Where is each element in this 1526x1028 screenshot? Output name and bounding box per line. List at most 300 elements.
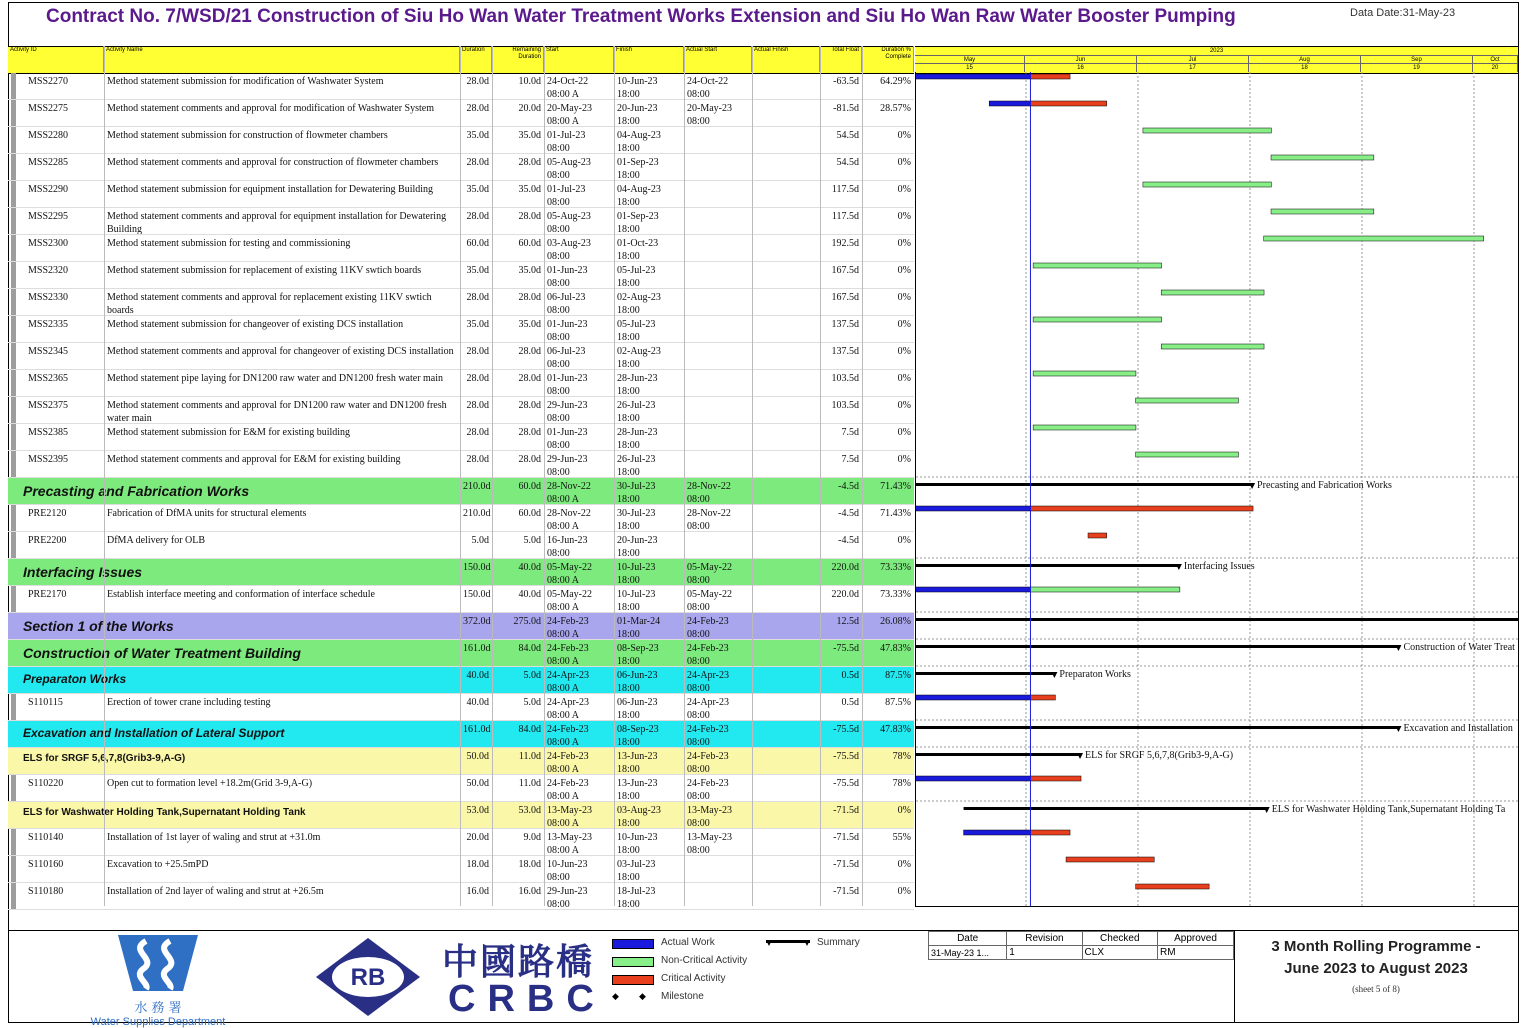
- timescale-week: 17: [1137, 64, 1249, 72]
- crbc-diamond-icon: [314, 936, 422, 1018]
- activity-row[interactable]: [8, 73, 914, 100]
- cell-float: 117.5d: [831, 184, 859, 195]
- row-outline-stripe: [11, 748, 16, 775]
- cell-float: 137.5d: [831, 319, 859, 330]
- cell-finish-date: 10-Jun-23: [617, 76, 658, 87]
- cell-start-time: 08:00 A: [547, 575, 579, 586]
- cell-start-date: 13-May-23: [547, 805, 592, 816]
- cell-actual-finish: [752, 154, 820, 181]
- cell-start: [544, 262, 614, 289]
- cell-finish: [614, 73, 684, 100]
- cell-name: Method statement comments and approval for DN1200 raw water and DN1200 fresh water main: [107, 400, 447, 424]
- cell-finish: [614, 208, 684, 235]
- group-name: Section 1 of the Works: [23, 618, 174, 634]
- cell-start-time: 08:00 A: [547, 737, 579, 748]
- cell-float: 192.5d: [831, 238, 859, 249]
- summary-bar: [916, 483, 1253, 486]
- cell-finish-time: 18:00: [617, 440, 640, 451]
- cell-dur: 50.0d: [466, 751, 489, 762]
- crbc-badge-text: RB: [350, 964, 386, 991]
- cell-float: -4.5d: [838, 535, 859, 546]
- cell-start-time: 08:00: [547, 332, 570, 343]
- group-row[interactable]: [8, 721, 914, 748]
- cell-actual-finish: [752, 343, 820, 370]
- cell-float: 220.0d: [831, 589, 859, 600]
- summary-bar-label: Construction of Water Treat: [1403, 642, 1515, 653]
- cell-id: MSS2290: [28, 184, 69, 195]
- cell-finish: [614, 694, 684, 721]
- cell-pct: 0%: [897, 292, 911, 303]
- cell-astart-time: 08:00: [687, 818, 710, 829]
- group-row[interactable]: [8, 640, 914, 667]
- activity-row[interactable]: [8, 586, 914, 613]
- col-activity-name[interactable]: Activity Name: [104, 46, 460, 72]
- activity-row[interactable]: [8, 370, 914, 397]
- row-outline-stripe: [11, 478, 16, 505]
- col-total-float[interactable]: Total Float: [820, 46, 862, 72]
- col-activity-id[interactable]: Activity ID: [8, 46, 104, 72]
- cell-astart: [684, 694, 752, 721]
- cell-start-date: 28-Nov-22: [547, 508, 591, 519]
- actual-work-bar: [964, 830, 1031, 835]
- cell-finish-date: 28-Jun-23: [617, 427, 658, 438]
- cell-pct: 0%: [897, 130, 911, 141]
- cell-finish-date: 01-Mar-24: [617, 616, 661, 627]
- activity-row[interactable]: [8, 451, 914, 478]
- cell-finish-date: 03-Jul-23: [617, 859, 656, 870]
- cell-astart-date: 13-May-23: [687, 805, 732, 816]
- cell-astart-time: 08:00: [687, 710, 710, 721]
- activity-row[interactable]: [8, 100, 914, 127]
- cell-rem: 35.0d: [518, 319, 541, 330]
- cell-rem: 40.0d: [518, 562, 541, 573]
- cell-start-time: 08:00: [547, 251, 570, 262]
- cell-start: [544, 289, 614, 316]
- cell-finish-date: 02-Aug-23: [617, 346, 661, 357]
- activity-row[interactable]: [8, 775, 914, 802]
- cell-finish: [614, 100, 684, 127]
- critical-bar: [1136, 884, 1210, 889]
- cell-actual-finish: [752, 73, 820, 100]
- cell-rem: 28.0d: [518, 454, 541, 465]
- signoff-checked: CLX: [1082, 946, 1157, 960]
- cell-finish-time: 18:00: [617, 872, 640, 883]
- activity-row[interactable]: [8, 829, 914, 856]
- cell-rem: 5.0d: [523, 697, 541, 708]
- col-start[interactable]: Start: [544, 46, 614, 72]
- cell-astart: [684, 721, 752, 748]
- cell-id: S110180: [28, 886, 64, 897]
- cell-start-time: 08:00: [547, 467, 570, 478]
- cell-start-date: 24-Feb-23: [547, 643, 589, 654]
- actual-work-bar: [916, 776, 1030, 781]
- cell-name: Method statement comments and approval for changeover of existing DCS installation: [107, 346, 454, 357]
- cell-name: Method statement comments and approval for construction of flowmeter chambers: [107, 157, 439, 168]
- cell-finish-date: 06-Jun-23: [617, 670, 658, 681]
- activity-row[interactable]: [8, 154, 914, 181]
- cell-actual-finish: [752, 397, 820, 424]
- data-date: Data Date:31-May-23: [1350, 7, 1456, 19]
- cell-finish-time: 18:00: [617, 791, 640, 802]
- cell-start-time: 08:00 A: [547, 602, 579, 613]
- cell-rem: 20.0d: [518, 103, 541, 114]
- cell-float: 220.0d: [831, 562, 859, 573]
- group-row[interactable]: [8, 613, 914, 640]
- cell-id: S110220: [28, 778, 64, 789]
- group-name: Excavation and Installation of Lateral Support: [23, 726, 285, 740]
- activity-row[interactable]: [8, 289, 914, 316]
- cell-astart: [684, 316, 752, 343]
- non-critical-bar: [1033, 317, 1161, 322]
- cell-rem: 28.0d: [518, 427, 541, 438]
- activity-row[interactable]: [8, 397, 914, 424]
- cell-dur: 28.0d: [466, 76, 489, 87]
- cell-rem: 28.0d: [518, 346, 541, 357]
- cell-finish-time: 18:00: [617, 575, 640, 586]
- group-row[interactable]: [8, 667, 914, 694]
- non-critical-bar: [1143, 182, 1271, 187]
- col-remaining-duration[interactable]: Remaining Duration: [492, 46, 544, 72]
- activity-row[interactable]: [8, 505, 914, 532]
- cell-finish-time: 18:00: [617, 170, 640, 181]
- cell-pct: 78%: [892, 751, 911, 762]
- non-critical-bar: [1161, 344, 1264, 349]
- legend-noncritical-label: Non-Critical Activity: [661, 955, 748, 966]
- cell-actual-finish: [752, 208, 820, 235]
- cell-rem: 28.0d: [518, 292, 541, 303]
- group-row[interactable]: [8, 478, 914, 505]
- group-row[interactable]: [8, 748, 914, 775]
- cell-pct: 28.57%: [880, 103, 911, 114]
- cell-name: Installation of 2nd layer of waling and strut at +26.5m: [107, 886, 324, 897]
- actual-work-bar: [916, 695, 1030, 700]
- cell-pct: 64.29%: [880, 76, 911, 87]
- cell-start-time: 08:00: [547, 143, 570, 154]
- activity-row[interactable]: [8, 127, 914, 154]
- cell-start: [544, 316, 614, 343]
- cell-start-date: 16-Jun-23: [547, 535, 588, 546]
- cell-dur: 28.0d: [466, 103, 489, 114]
- activity-row[interactable]: [8, 208, 914, 235]
- footer-divider: [8, 930, 1519, 931]
- cell-finish-time: 18:00: [617, 467, 640, 478]
- cell-dur: 35.0d: [466, 184, 489, 195]
- cell-float: 12.5d: [836, 616, 859, 627]
- cell-actual-finish: [752, 856, 820, 883]
- cell-astart: [684, 343, 752, 370]
- crbc-latin: CRBC: [448, 978, 606, 1020]
- cell-id: MSS2320: [28, 265, 69, 276]
- cell-pct: 0%: [897, 346, 911, 357]
- cell-float: -71.5d: [833, 832, 859, 843]
- activity-row[interactable]: [8, 694, 914, 721]
- cell-astart-date: 28-Nov-22: [687, 481, 731, 492]
- cell-start-time: 08:00 A: [547, 89, 579, 100]
- row-outline-stripe: [11, 559, 16, 586]
- cell-start: [544, 775, 614, 802]
- cell-actual-finish: [752, 640, 820, 667]
- cell-float: -71.5d: [833, 805, 859, 816]
- cell-name: Method statement submission for replacement of existing 11KV swtich boards: [107, 265, 422, 276]
- cell-finish: [614, 748, 684, 775]
- cell-dur: 210.0d: [463, 481, 491, 492]
- cell-astart: [684, 829, 752, 856]
- cell-name: Excavation to +25.5mPD: [107, 859, 209, 870]
- cell-astart: [684, 667, 752, 694]
- cell-astart: [684, 73, 752, 100]
- cell-astart-time: 08:00: [687, 521, 710, 532]
- cell-dur: 372.0d: [463, 616, 491, 627]
- cell-pct: 0%: [897, 157, 911, 168]
- cell-actual-finish: [752, 532, 820, 559]
- cell-astart-time: 08:00: [687, 656, 710, 667]
- cell-float: -75.5d: [833, 751, 859, 762]
- timescale-month: Jul: [1137, 56, 1249, 64]
- activity-row[interactable]: [8, 856, 914, 883]
- cell-astart: [684, 127, 752, 154]
- critical-bar: [1066, 857, 1154, 862]
- row-outline-stripe: [11, 640, 16, 667]
- cell-name: Method statement comments and approval for modification of Washwater System: [107, 103, 434, 114]
- cell-start-date: 05-Aug-23: [547, 211, 591, 222]
- activity-row[interactable]: [8, 262, 914, 289]
- cell-name: Method statement comments and approval for equipment installation for Dewatering Building: [107, 211, 447, 235]
- activity-row[interactable]: [8, 181, 914, 208]
- cell-astart-date: 28-Nov-22: [687, 508, 731, 519]
- cell-start: [544, 397, 614, 424]
- summary-bar-label: Precasting and Fabrication Works: [1257, 480, 1392, 491]
- cell-dur: 28.0d: [466, 211, 489, 222]
- timescale-month: May: [915, 56, 1025, 64]
- cell-astart: [684, 640, 752, 667]
- cell-finish-date: 13-Jun-23: [617, 778, 658, 789]
- cell-finish-date: 20-Jun-23: [617, 535, 658, 546]
- cell-dur: 35.0d: [466, 265, 489, 276]
- summary-bar-label: ELS for SRGF 5,6,7,8(Grib3-9,A-G): [1085, 750, 1234, 761]
- cell-pct: 0%: [897, 400, 911, 411]
- cell-dur: 28.0d: [466, 400, 489, 411]
- col-duration[interactable]: Duration: [460, 46, 492, 72]
- cell-rem: 11.0d: [518, 751, 541, 762]
- cell-start: [544, 694, 614, 721]
- cell-actual-finish: [752, 559, 820, 586]
- cell-dur: 28.0d: [466, 373, 489, 384]
- cell-actual-finish: [752, 370, 820, 397]
- cell-float: 54.5d: [836, 157, 859, 168]
- critical-bar: [1030, 74, 1070, 79]
- timescale-header: [915, 46, 1518, 74]
- summary-bar: [916, 618, 1519, 621]
- cell-finish-date: 10-Jun-23: [617, 832, 658, 843]
- cell-dur: 53.0d: [466, 805, 489, 816]
- cell-id: MSS2280: [28, 130, 69, 141]
- cell-astart: [684, 424, 752, 451]
- cell-finish: [614, 478, 684, 505]
- cell-finish: [614, 613, 684, 640]
- group-row[interactable]: [8, 802, 914, 829]
- cell-id: PRE2120: [28, 508, 67, 519]
- cell-finish: [614, 451, 684, 478]
- cell-start-date: 05-May-22: [547, 589, 592, 600]
- cell-id: MSS2275: [28, 103, 69, 114]
- cell-actual-finish: [752, 127, 820, 154]
- cell-id: MSS2330: [28, 292, 69, 303]
- summary-bar: [964, 807, 1268, 810]
- non-critical-bar: [1271, 155, 1374, 160]
- cell-pct: 73.33%: [880, 589, 911, 600]
- cell-finish: [614, 775, 684, 802]
- cell-actual-finish: [752, 100, 820, 127]
- critical-bar: [1030, 695, 1055, 700]
- cell-float: -75.5d: [833, 643, 859, 654]
- cell-float: 167.5d: [831, 265, 859, 276]
- cell-astart: [684, 586, 752, 613]
- cell-finish: [614, 640, 684, 667]
- cell-rem: 9.0d: [523, 832, 541, 843]
- cell-finish-time: 18:00: [617, 89, 640, 100]
- signoff-date: 31-May-23 1...: [929, 946, 1007, 960]
- col-actual-finish[interactable]: Actual Finish: [752, 46, 820, 72]
- signoff-header-revision: Revision: [1007, 932, 1082, 946]
- cell-start-date: 24-Feb-23: [547, 724, 589, 735]
- cell-dur: 210.0d: [463, 508, 491, 519]
- cell-finish: [614, 532, 684, 559]
- cell-pct: 47.83%: [880, 724, 911, 735]
- cell-start-date: 24-Oct-22: [547, 76, 589, 87]
- cell-actual-finish: [752, 586, 820, 613]
- cell-rem: 28.0d: [518, 211, 541, 222]
- legend-actual-label: Actual Work: [661, 937, 715, 948]
- cell-start-date: 01-Jul-23: [547, 130, 586, 141]
- cell-astart: [684, 208, 752, 235]
- legend-critical-swatch: [612, 975, 654, 985]
- activity-row[interactable]: [8, 883, 914, 910]
- cell-start: [544, 586, 614, 613]
- cell-start-date: 05-Aug-23: [547, 157, 591, 168]
- cell-float: 167.5d: [831, 292, 859, 303]
- cell-start-date: 01-Jun-23: [547, 265, 588, 276]
- cell-finish-time: 18:00: [617, 764, 640, 775]
- cell-name: Method statement submission for changeover of existing DCS installation: [107, 319, 404, 330]
- cell-start-time: 08:00: [547, 197, 570, 208]
- cell-dur: 18.0d: [466, 859, 489, 870]
- cell-id: MSS2295: [28, 211, 69, 222]
- cell-astart-time: 08:00: [687, 89, 710, 100]
- cell-finish: [614, 559, 684, 586]
- cell-rem: 60.0d: [518, 481, 541, 492]
- col-finish[interactable]: Finish: [614, 46, 684, 72]
- cell-dur: 5.0d: [471, 535, 489, 546]
- activity-row[interactable]: [8, 424, 914, 451]
- cell-id: MSS2375: [28, 400, 69, 411]
- cell-start: [544, 478, 614, 505]
- cell-start-time: 08:00 A: [547, 818, 579, 829]
- non-critical-bar: [1136, 398, 1239, 403]
- cell-start: [544, 559, 614, 586]
- cell-finish: [614, 397, 684, 424]
- cell-float: -81.5d: [833, 103, 859, 114]
- cell-start: [544, 424, 614, 451]
- cell-start-date: 01-Jul-23: [547, 184, 586, 195]
- cell-pct: 0%: [897, 535, 911, 546]
- group-name: Precasting and Fabrication Works: [23, 483, 250, 499]
- cell-name: Method statement submission for construction of flowmeter chambers: [107, 130, 388, 141]
- cell-rem: 28.0d: [518, 373, 541, 384]
- group-row[interactable]: [8, 559, 914, 586]
- programme-title-line2: June 2023 to August 2023: [1284, 960, 1468, 977]
- cell-actual-finish: [752, 316, 820, 343]
- cell-astart: [684, 181, 752, 208]
- summary-bar: [916, 753, 1081, 756]
- cell-astart: [684, 370, 752, 397]
- col-actual-start[interactable]: Actual Start: [684, 46, 752, 72]
- activity-row[interactable]: [8, 343, 914, 370]
- activity-row[interactable]: [8, 235, 914, 262]
- cell-dur: 35.0d: [466, 130, 489, 141]
- cell-start-date: 24-Feb-23: [547, 751, 589, 762]
- cell-finish: [614, 883, 684, 910]
- cell-name: Fabrication of DfMA units for structural elements: [107, 508, 307, 519]
- cell-finish-time: 18:00: [617, 332, 640, 343]
- cell-finish: [614, 802, 684, 829]
- activity-row[interactable]: [8, 316, 914, 343]
- cell-rem: 60.0d: [518, 508, 541, 519]
- cell-dur: 28.0d: [466, 157, 489, 168]
- row-outline-stripe: [11, 721, 16, 748]
- cell-finish-date: 05-Jul-23: [617, 265, 656, 276]
- wsd-english-name: Water Supplies Department: [90, 1016, 226, 1028]
- cell-rem: 28.0d: [518, 157, 541, 168]
- row-outline-stripe: [11, 802, 16, 829]
- cell-start: [544, 667, 614, 694]
- non-critical-bar: [1161, 290, 1264, 295]
- cell-astart: [684, 154, 752, 181]
- cell-start-time: 08:00: [547, 170, 570, 181]
- cell-finish-date: 20-Jun-23: [617, 103, 658, 114]
- cell-astart-time: 08:00: [687, 845, 710, 856]
- cell-start-time: 08:00 A: [547, 494, 579, 505]
- cell-rem: 11.0d: [518, 778, 541, 789]
- cell-finish: [614, 586, 684, 613]
- cell-pct: 0%: [897, 211, 911, 222]
- cell-astart-date: 24-Feb-23: [687, 724, 729, 735]
- cell-start: [544, 802, 614, 829]
- cell-pct: 0%: [897, 859, 911, 870]
- critical-bar: [1030, 830, 1070, 835]
- cell-start-date: 20-May-23: [547, 103, 592, 114]
- cell-start: [544, 640, 614, 667]
- cell-actual-finish: [752, 829, 820, 856]
- col-pct-complete[interactable]: Duration % Complete: [862, 46, 914, 72]
- cell-astart-date: 24-Feb-23: [687, 643, 729, 654]
- cell-finish-date: 26-Jul-23: [617, 454, 656, 465]
- cell-finish: [614, 154, 684, 181]
- cell-finish-date: 18-Jul-23: [617, 886, 656, 897]
- cell-astart-date: 24-Apr-23: [687, 697, 730, 708]
- legend-summary-icon: [764, 938, 814, 948]
- column-divider: [752, 46, 753, 906]
- cell-id: PRE2170: [28, 589, 67, 600]
- signoff-header-approved: Approved: [1158, 932, 1234, 946]
- cell-pct: 0%: [897, 184, 911, 195]
- cell-finish-time: 18:00: [617, 521, 640, 532]
- cell-start-date: 29-Jun-23: [547, 400, 588, 411]
- activity-row[interactable]: [8, 532, 914, 559]
- cell-dur: 28.0d: [466, 427, 489, 438]
- cell-astart-time: 08:00: [687, 629, 710, 640]
- cell-id: MSS2270: [28, 76, 69, 87]
- timescale-week: 15: [915, 64, 1025, 72]
